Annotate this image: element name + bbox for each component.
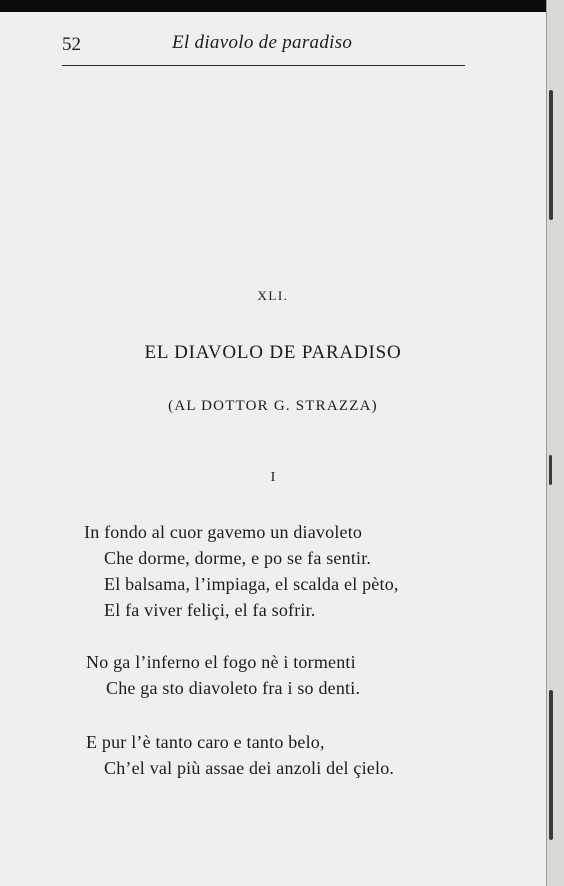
header-rule xyxy=(62,65,465,66)
book-page xyxy=(0,12,546,886)
poem-number: XLI. xyxy=(257,288,289,303)
binding-mark xyxy=(549,455,552,485)
verse-line: In fondo al cuor gavemo un diavoleto xyxy=(84,522,363,542)
running-head: El diavolo de paradiso xyxy=(172,32,353,53)
verse-line: Che dorme, dorme, e po se fa sentir. xyxy=(104,548,372,568)
verse-line: Ch’el val più assae dei anzoli del çielo. xyxy=(104,758,395,778)
verse-line: El fa viver feliçi, el fa sofrir. xyxy=(104,600,316,620)
verse-line: E pur l’è tanto caro e tanto belo, xyxy=(86,732,325,752)
verse-line: Che ga sto diavoleto fra i so denti. xyxy=(106,678,361,698)
verse-line: El balsama, l’impiaga, el scalda el pèto, xyxy=(104,574,399,594)
binding-mark xyxy=(549,690,553,840)
section-numeral: I xyxy=(270,470,276,485)
poem-title: EL DIAVOLO DE PARADISO xyxy=(144,342,402,363)
page-number: 52 xyxy=(62,34,81,55)
poem-dedication: (AL DOTTOR G. STRAZZA) xyxy=(168,398,378,414)
verse-line: No ga l’inferno el fogo nè i tormenti xyxy=(86,652,356,672)
binding-mark xyxy=(549,90,553,220)
